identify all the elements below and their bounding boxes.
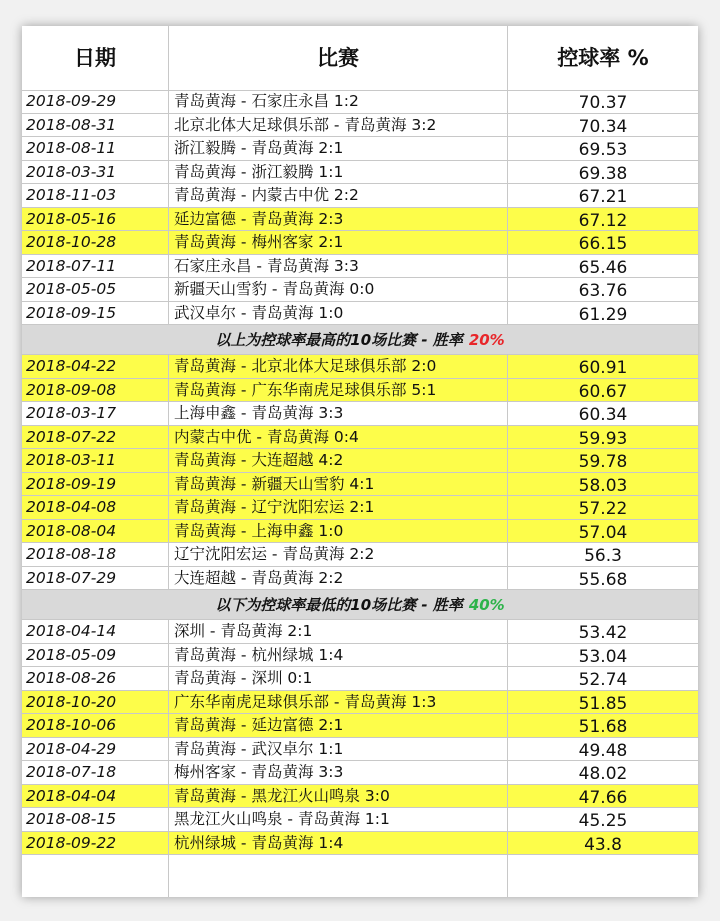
separator-bottom-rate: 40% (468, 596, 505, 614)
cell-possession: 58.03 (578, 475, 628, 496)
cell-match: 青岛黄海 - 新疆天山雪豹 4:1 (174, 474, 375, 493)
table-row (22, 620, 698, 644)
table-row (22, 785, 698, 809)
header-possession: 控球率 % (557, 46, 649, 70)
table-row (22, 231, 698, 255)
cell-date: 2018-03-11 (26, 451, 117, 469)
cell-match: 上海申鑫 - 青岛黄海 3:3 (174, 404, 344, 422)
cell-possession: 47.66 (578, 787, 628, 808)
table-row (22, 355, 698, 379)
cell-date: 2018-09-19 (26, 474, 117, 493)
separator-bottom-text: 以下为控球率最低的10场比赛 - 胜率 (215, 596, 463, 614)
table-row (22, 90, 698, 114)
cell-possession: 61.29 (578, 304, 628, 325)
cell-match: 青岛黄海 - 辽宁沈阳宏运 2:1 (174, 498, 375, 516)
cell-possession: 53.42 (578, 623, 628, 643)
cell-date: 2018-07-11 (26, 256, 117, 275)
table-row (22, 184, 698, 208)
cell-possession: 65.46 (578, 257, 628, 278)
cell-match: 青岛黄海 - 石家庄永昌 1:2 (174, 92, 359, 110)
table-row (22, 114, 698, 138)
cell-match: 青岛黄海 - 内蒙古中优 2:2 (174, 186, 359, 204)
cell-match: 青岛黄海 - 广东华南虎足球俱乐部 5:1 (174, 380, 437, 399)
table-row (22, 473, 698, 497)
cell-possession: 60.91 (578, 358, 628, 378)
table-row (22, 449, 698, 473)
cell-possession: 67.21 (578, 187, 628, 207)
cell-date: 2018-09-08 (26, 380, 117, 399)
cell-match: 青岛黄海 - 延边富德 2:1 (174, 716, 344, 734)
bottom-group (22, 620, 698, 855)
cell-possession: 70.34 (578, 116, 628, 137)
cell-match: 青岛黄海 - 浙江毅腾 1:1 (174, 162, 344, 181)
table-row (22, 137, 698, 161)
cell-date: 2018-08-31 (26, 115, 117, 134)
table-row (22, 278, 698, 302)
cell-possession: 70.37 (578, 93, 628, 113)
cell-possession: 56.3 (584, 546, 622, 566)
cell-date: 2018-05-09 (26, 645, 117, 664)
cell-match: 杭州绿城 - 青岛黄海 1:4 (174, 833, 344, 852)
cell-match: 石家庄永昌 - 青岛黄海 3:3 (174, 256, 359, 275)
match-table (22, 26, 698, 897)
cell-possession: 59.78 (578, 452, 628, 472)
table-row (22, 208, 698, 232)
cell-date: 2018-11-03 (26, 186, 117, 204)
cell-match: 新疆天山雪豹 - 青岛黄海 0:0 (174, 280, 375, 298)
cell-match: 浙江毅腾 - 青岛黄海 2:1 (174, 139, 344, 157)
header-date: 日期 (74, 46, 116, 70)
cell-date: 2018-09-29 (26, 92, 117, 110)
cell-match: 辽宁沈阳宏运 - 青岛黄海 2:2 (174, 545, 375, 563)
cell-match: 内蒙古中优 - 青岛黄海 0:4 (174, 427, 359, 446)
cell-possession: 69.38 (578, 163, 628, 184)
table-row (22, 520, 698, 544)
cell-date: 2018-04-08 (26, 498, 117, 516)
column-divider-1 (168, 26, 169, 897)
cell-possession: 55.68 (578, 569, 628, 590)
cell-match: 梅州客家 - 青岛黄海 3:3 (174, 763, 344, 781)
cell-date: 2018-03-31 (26, 162, 117, 181)
cell-match: 北京北体大足球俱乐部 - 青岛黄海 3:2 (174, 115, 437, 134)
cell-possession: 51.85 (578, 693, 628, 714)
cell-date: 2018-08-15 (26, 810, 117, 828)
cell-possession: 53.04 (578, 646, 628, 667)
cell-match: 深圳 - 青岛黄海 2:1 (174, 622, 313, 640)
table-row (22, 379, 698, 403)
header-match: 比赛 (317, 46, 359, 70)
table-row (22, 691, 698, 715)
cell-possession: 57.22 (578, 499, 628, 519)
table-body (22, 90, 698, 855)
cell-date: 2018-09-22 (26, 833, 117, 852)
table-header (22, 26, 698, 91)
cell-possession: 57.04 (578, 522, 628, 543)
table-row (22, 567, 698, 591)
cell-possession: 59.93 (578, 428, 628, 449)
cell-possession: 43.8 (584, 834, 622, 855)
table-row (22, 667, 698, 691)
table-row (22, 161, 698, 185)
cell-match: 青岛黄海 - 上海申鑫 1:0 (174, 521, 344, 540)
cell-date: 2018-08-04 (26, 521, 117, 540)
table-row (22, 496, 698, 520)
cell-match: 黑龙江火山鸣泉 - 青岛黄海 1:1 (174, 810, 390, 828)
cell-date: 2018-05-16 (26, 209, 117, 228)
cell-match: 延边富德 - 青岛黄海 2:3 (174, 209, 344, 228)
table-row (22, 808, 698, 832)
table-row (22, 426, 698, 450)
cell-date: 2018-04-22 (26, 357, 117, 375)
cell-date: 2018-07-22 (26, 427, 117, 446)
table-row (22, 402, 698, 426)
table-row (22, 302, 698, 326)
separator-bottom (22, 590, 698, 620)
cell-date: 2018-10-06 (26, 716, 117, 734)
cell-match: 青岛黄海 - 武汉卓尔 1:1 (174, 739, 344, 758)
cell-possession: 63.76 (578, 281, 628, 301)
cell-date: 2018-09-15 (26, 303, 117, 322)
cell-match: 武汉卓尔 - 青岛黄海 1:0 (174, 303, 344, 322)
separator-top (22, 325, 698, 355)
cell-match: 青岛黄海 - 深圳 0:1 (174, 669, 313, 687)
cell-possession: 69.53 (578, 140, 628, 160)
separator-top-text: 以上为控球率最高的10场比赛 - 胜率 (215, 331, 463, 349)
table-row (22, 714, 698, 738)
cell-match: 青岛黄海 - 北京北体大足球俱乐部 2:0 (174, 357, 437, 375)
cell-date: 2018-03-17 (26, 404, 117, 422)
cell-possession: 66.15 (578, 234, 628, 254)
cell-date: 2018-04-04 (26, 786, 117, 805)
cell-possession: 48.02 (578, 764, 628, 784)
cell-date: 2018-08-18 (26, 545, 117, 563)
cell-possession: 45.25 (578, 811, 628, 831)
cell-match: 广东华南虎足球俱乐部 - 青岛黄海 1:3 (174, 692, 437, 711)
middle-group (22, 355, 698, 590)
cell-match: 大连超越 - 青岛黄海 2:2 (174, 568, 344, 587)
cell-possession: 51.68 (578, 717, 628, 737)
cell-possession: 67.12 (578, 210, 628, 231)
top-group (22, 90, 698, 325)
cell-date: 2018-04-29 (26, 739, 117, 758)
cell-match: 青岛黄海 - 黑龙江火山鸣泉 3:0 (174, 786, 390, 805)
cell-date: 2018-07-18 (26, 763, 117, 781)
cell-match: 青岛黄海 - 杭州绿城 1:4 (174, 645, 344, 664)
cell-possession: 60.34 (578, 405, 628, 425)
table-row (22, 832, 698, 856)
cell-possession: 60.67 (578, 381, 628, 402)
cell-match: 青岛黄海 - 梅州客家 2:1 (174, 233, 344, 251)
cell-date: 2018-08-11 (26, 139, 117, 157)
cell-date: 2018-07-29 (26, 568, 117, 587)
cell-date: 2018-10-20 (26, 692, 117, 711)
table-row (22, 761, 698, 785)
cell-date: 2018-04-14 (26, 622, 117, 640)
separator-top-rate: 20% (468, 331, 505, 349)
cell-date: 2018-05-05 (26, 280, 117, 298)
table-row (22, 543, 698, 567)
cell-date: 2018-10-28 (26, 233, 117, 251)
cell-date: 2018-08-26 (26, 669, 117, 687)
cell-possession: 52.74 (578, 670, 628, 690)
table-row (22, 738, 698, 762)
cell-possession: 49.48 (578, 740, 628, 761)
cell-match: 青岛黄海 - 大连超越 4:2 (174, 451, 344, 469)
table-row (22, 644, 698, 668)
table-row (22, 255, 698, 279)
column-divider-2 (507, 26, 508, 897)
